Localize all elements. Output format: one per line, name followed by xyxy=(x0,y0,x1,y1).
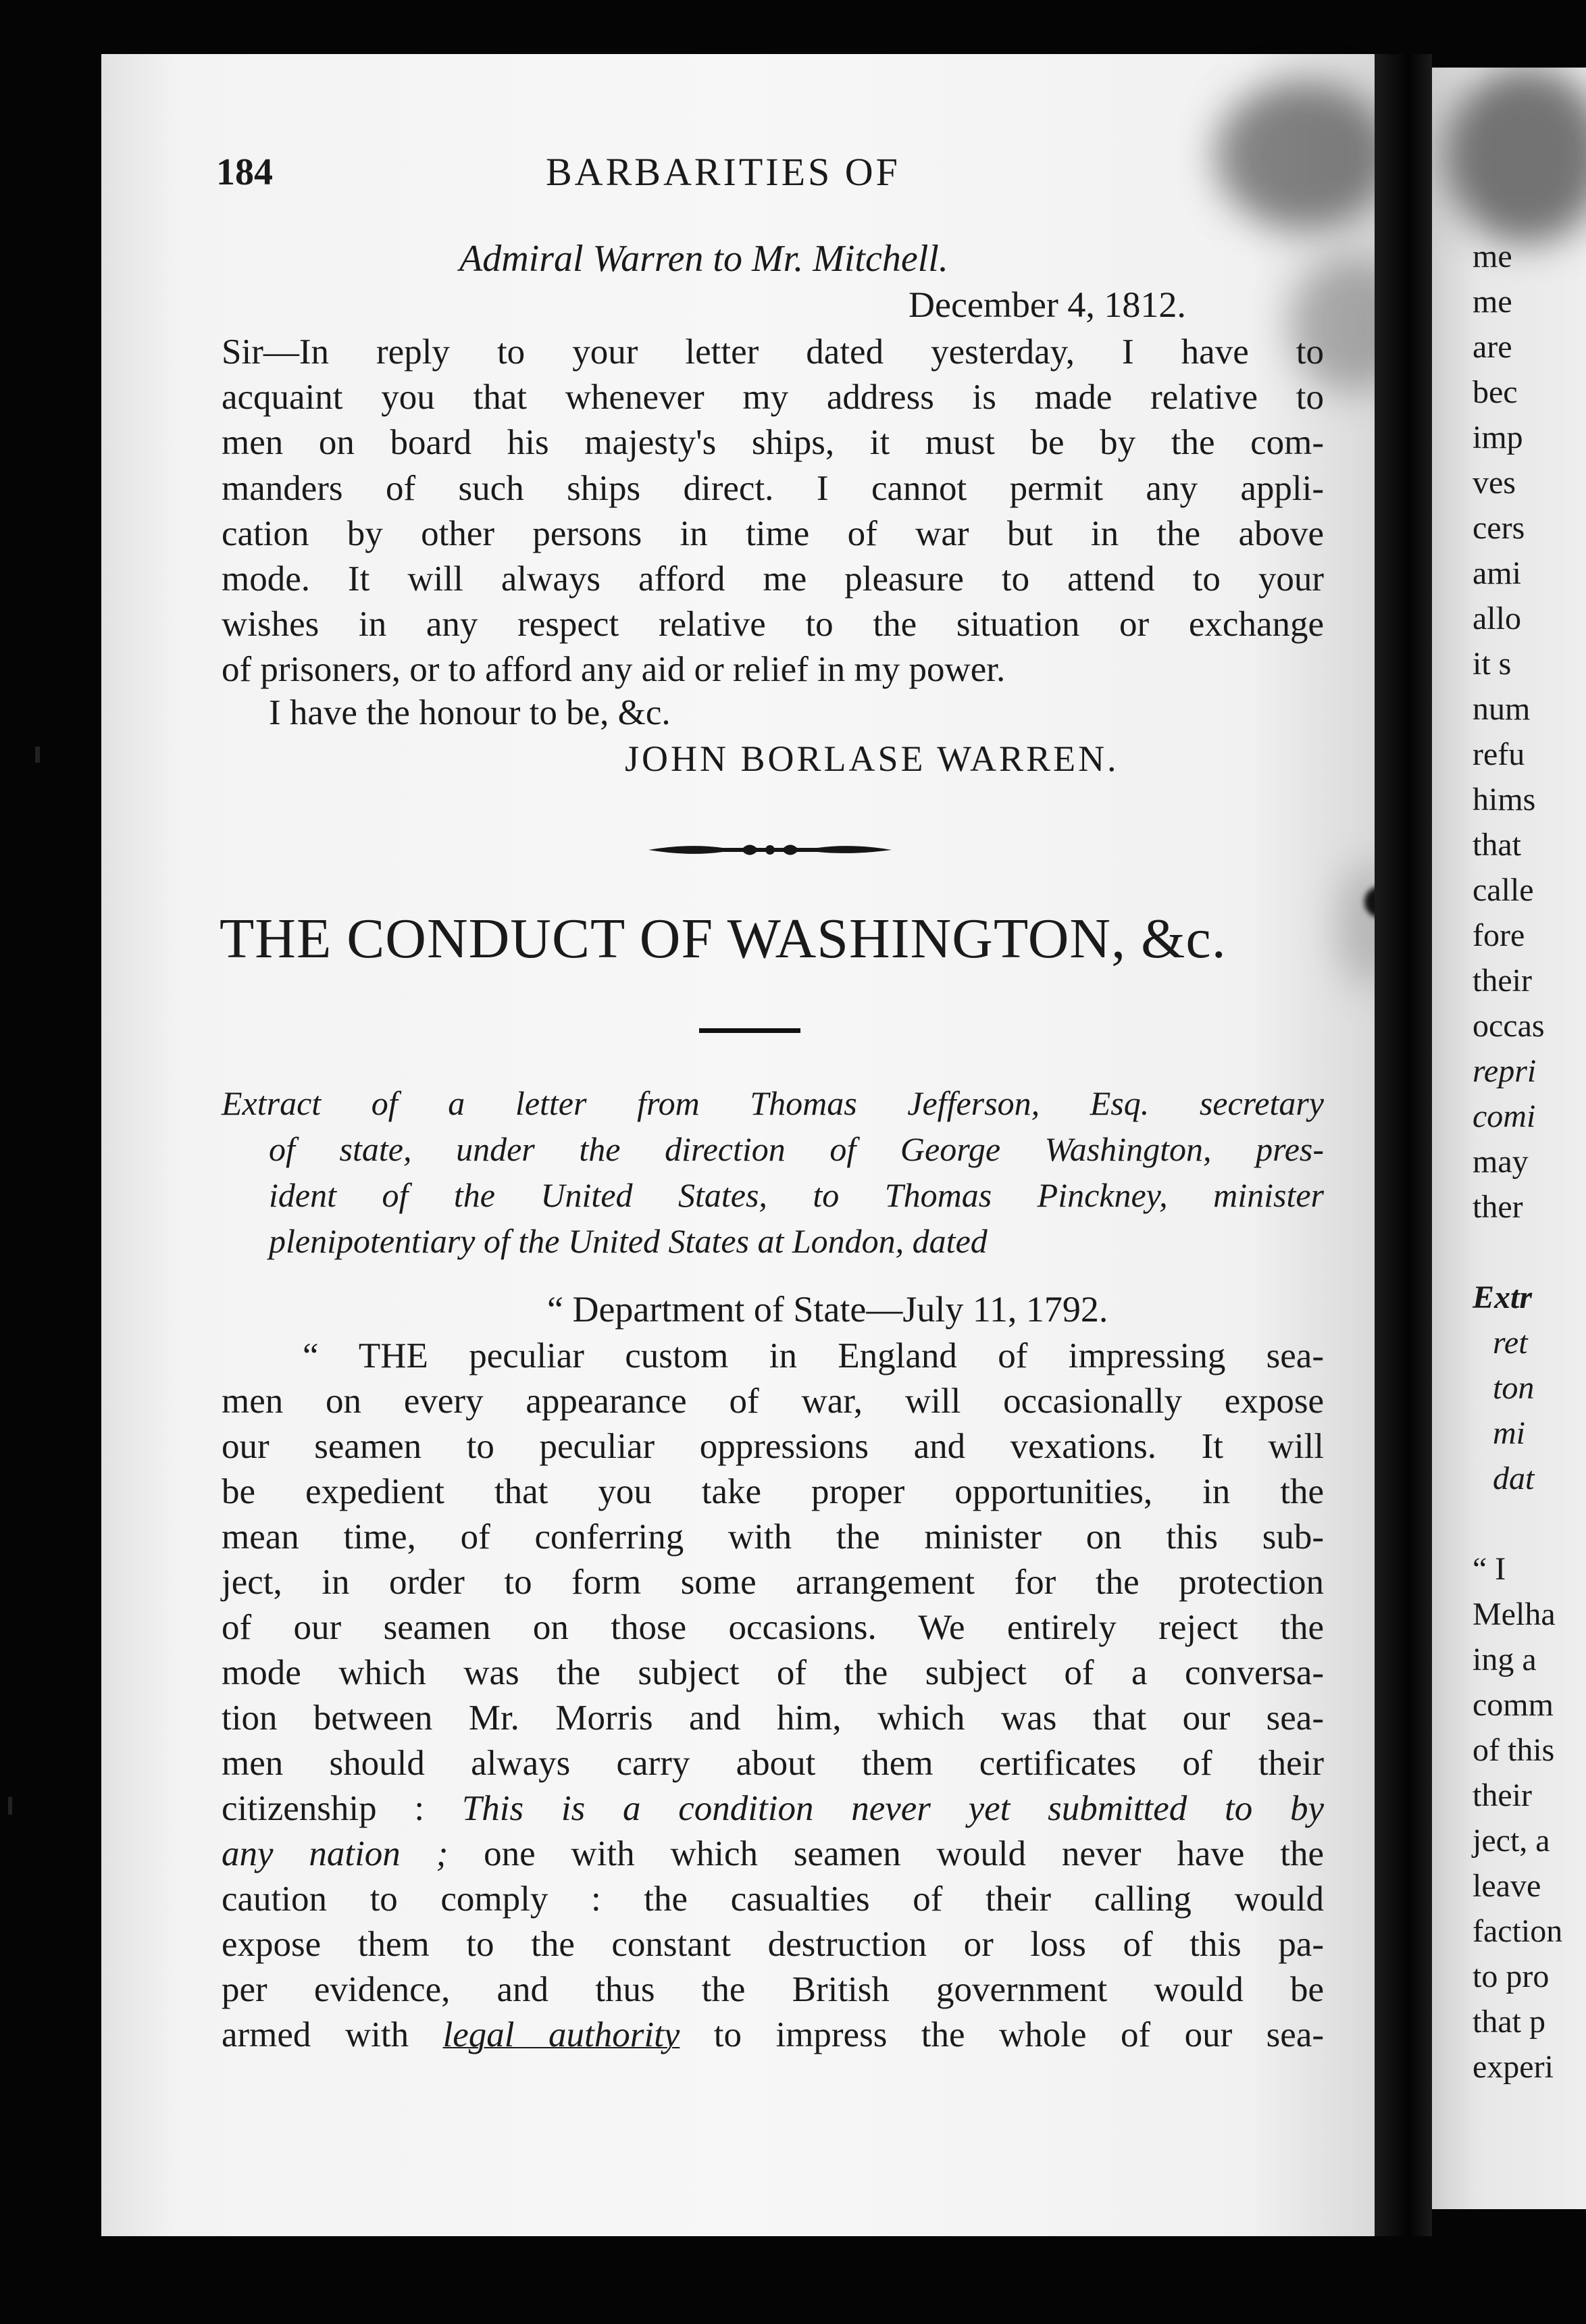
facing-page-line: ami xyxy=(1473,555,1521,591)
page-stain xyxy=(1216,81,1391,230)
facing-page-line: calle xyxy=(1473,872,1534,908)
text-line: men on board his majesty's ships, it must be by the com- xyxy=(222,423,1324,463)
facing-page-line: imp xyxy=(1473,420,1523,455)
letter-signature: JOHN BORLASE WARREN. xyxy=(625,738,1119,779)
text-line: tion between Mr. Morris and him, which was that our sea- xyxy=(222,1698,1324,1738)
facing-page-line: comi xyxy=(1473,1098,1536,1134)
facing-page-line: refu xyxy=(1473,736,1525,772)
text-line: Extract of a letter from Thomas Jefferson, Esq. secretary xyxy=(222,1084,1324,1122)
facing-page-line: their xyxy=(1473,963,1532,999)
text-line: mode. It will always afford me pleasure to attend to your xyxy=(222,559,1324,599)
text-line: men on every appearance of war, will occasionally expose xyxy=(222,1382,1324,1421)
short-rule xyxy=(699,1028,800,1033)
section-title: THE CONDUCT OF WASHINGTON, &c. xyxy=(220,907,1227,970)
italic-run: legal authority xyxy=(442,2015,680,2054)
facing-page-line: their xyxy=(1473,1777,1532,1813)
letter-heading: Admiral Warren to Mr. Mitchell. xyxy=(459,238,948,280)
body-line-12 xyxy=(222,1832,1324,1877)
facing-page-line: leave xyxy=(1473,1868,1541,1904)
text-line: ject, in order to form some arrangement for the protection xyxy=(222,1563,1324,1602)
text-line: cation by other persons in time of war but in the above xyxy=(222,513,1324,553)
facing-page-line: ton xyxy=(1493,1370,1535,1406)
italic-run: This is a condition never yet submitted to by xyxy=(461,1789,1324,1828)
facing-page-line: of this xyxy=(1473,1732,1555,1768)
facing-page-line: experi xyxy=(1473,2049,1554,2085)
page-stain xyxy=(1446,68,1586,243)
facing-page-line: may xyxy=(1473,1144,1529,1180)
text-run: to impress the whole of our sea- xyxy=(713,2015,1324,2054)
text-line: be expedient that you take proper opportunities, in the xyxy=(222,1472,1324,1511)
text-line: ident of the United States, to Thomas Pinckney, minister xyxy=(269,1176,1324,1214)
facing-page-line: ves xyxy=(1473,465,1516,501)
text-line: of prisoners, or to afford any aid or relief in my power. xyxy=(222,650,1006,690)
text-line: acquaint you that whenever my address is made relative to xyxy=(222,378,1324,418)
text-line: mean time, of conferring with the minister on this sub- xyxy=(222,1517,1324,1557)
text-line: expose them to the constant destruction or loss of this pa- xyxy=(222,1925,1324,1964)
text-line: Sir—In reply to your letter dated yesterday, I have to xyxy=(222,332,1324,372)
scan-speck xyxy=(35,747,40,763)
facing-page-line: fore xyxy=(1473,917,1525,953)
facing-page-line: me xyxy=(1473,284,1512,320)
facing-page-line: it s xyxy=(1473,646,1512,682)
body-line-11 xyxy=(222,1786,1324,1832)
text-run: citizenship : xyxy=(222,1789,425,1828)
facing-page-line: mi xyxy=(1493,1415,1525,1451)
text-line: of our seamen on those occasions. We entirely reject the xyxy=(222,1608,1324,1647)
facing-page-line: dat xyxy=(1493,1461,1535,1496)
ornament-divider xyxy=(648,838,892,862)
facing-page-line: ret xyxy=(1493,1325,1528,1361)
text-line: manders of such ships direct. I cannot permit any appli- xyxy=(222,468,1324,508)
text-line: of state, under the direction of George Washington, pres- xyxy=(269,1130,1324,1168)
facing-page-line: “ I xyxy=(1473,1551,1506,1587)
text-run: armed with xyxy=(222,2015,409,2054)
facing-page-line: to pro xyxy=(1473,1959,1550,1994)
facing-page-line: ject, a xyxy=(1473,1823,1550,1859)
text-line: wishes in any respect relative to the situation or exchange xyxy=(222,605,1324,645)
facing-page-line: allo xyxy=(1473,601,1521,636)
body-line-last xyxy=(222,2013,1324,2058)
facing-page-line: Melha xyxy=(1473,1596,1556,1632)
extract-dateline: “ Department of State—July 11, 1792. xyxy=(547,1289,1108,1330)
running-title: BARBARITIES OF xyxy=(546,150,900,194)
facing-page-line: are xyxy=(1473,329,1512,365)
facing-page-line: repri xyxy=(1473,1053,1537,1089)
letter-closing: I have the honour to be, &c. xyxy=(269,693,671,732)
facing-page-line: cers xyxy=(1473,510,1525,546)
text-run: one with which seamen would never have the xyxy=(484,1834,1325,1873)
facing-page-line: comm xyxy=(1473,1687,1554,1723)
facing-page-line: me xyxy=(1473,238,1512,274)
page-number: 184 xyxy=(216,151,273,193)
text-line: men should always carry about them certificates of their xyxy=(222,1744,1324,1783)
facing-page-line: hims xyxy=(1473,782,1536,817)
facing-page-line: ther xyxy=(1473,1189,1523,1225)
italic-run: any nation ; xyxy=(222,1834,449,1873)
facing-page-line: that xyxy=(1473,827,1521,863)
text-line: “ THE peculiar custom in England of impressing sea- xyxy=(303,1336,1324,1375)
facing-page-line: occas xyxy=(1473,1008,1545,1044)
text-line: our seamen to peculiar oppressions and vexations. It will xyxy=(222,1427,1324,1466)
text-line: per evidence, and thus the British government would be xyxy=(222,1970,1324,2009)
letter-date: December 4, 1812. xyxy=(909,284,1186,325)
text-line: mode which was the subject of the subject of a conversa- xyxy=(222,1653,1324,1692)
facing-page-line: faction xyxy=(1473,1913,1563,1949)
book-gutter xyxy=(1375,54,1432,2236)
text-line: caution to comply : the casualties of their calling would xyxy=(222,1879,1324,1919)
scan-speck xyxy=(8,1797,12,1815)
facing-page-line: num xyxy=(1473,691,1531,727)
facing-page-line: ing a xyxy=(1473,1642,1537,1677)
facing-page-line: bec xyxy=(1473,374,1518,410)
facing-page-line: that p xyxy=(1473,2004,1545,2040)
text-line: plenipotentiary of the United States at London, dated xyxy=(269,1222,988,1260)
facing-page-line: Extr xyxy=(1473,1280,1533,1315)
facing-page xyxy=(1432,68,1586,2209)
